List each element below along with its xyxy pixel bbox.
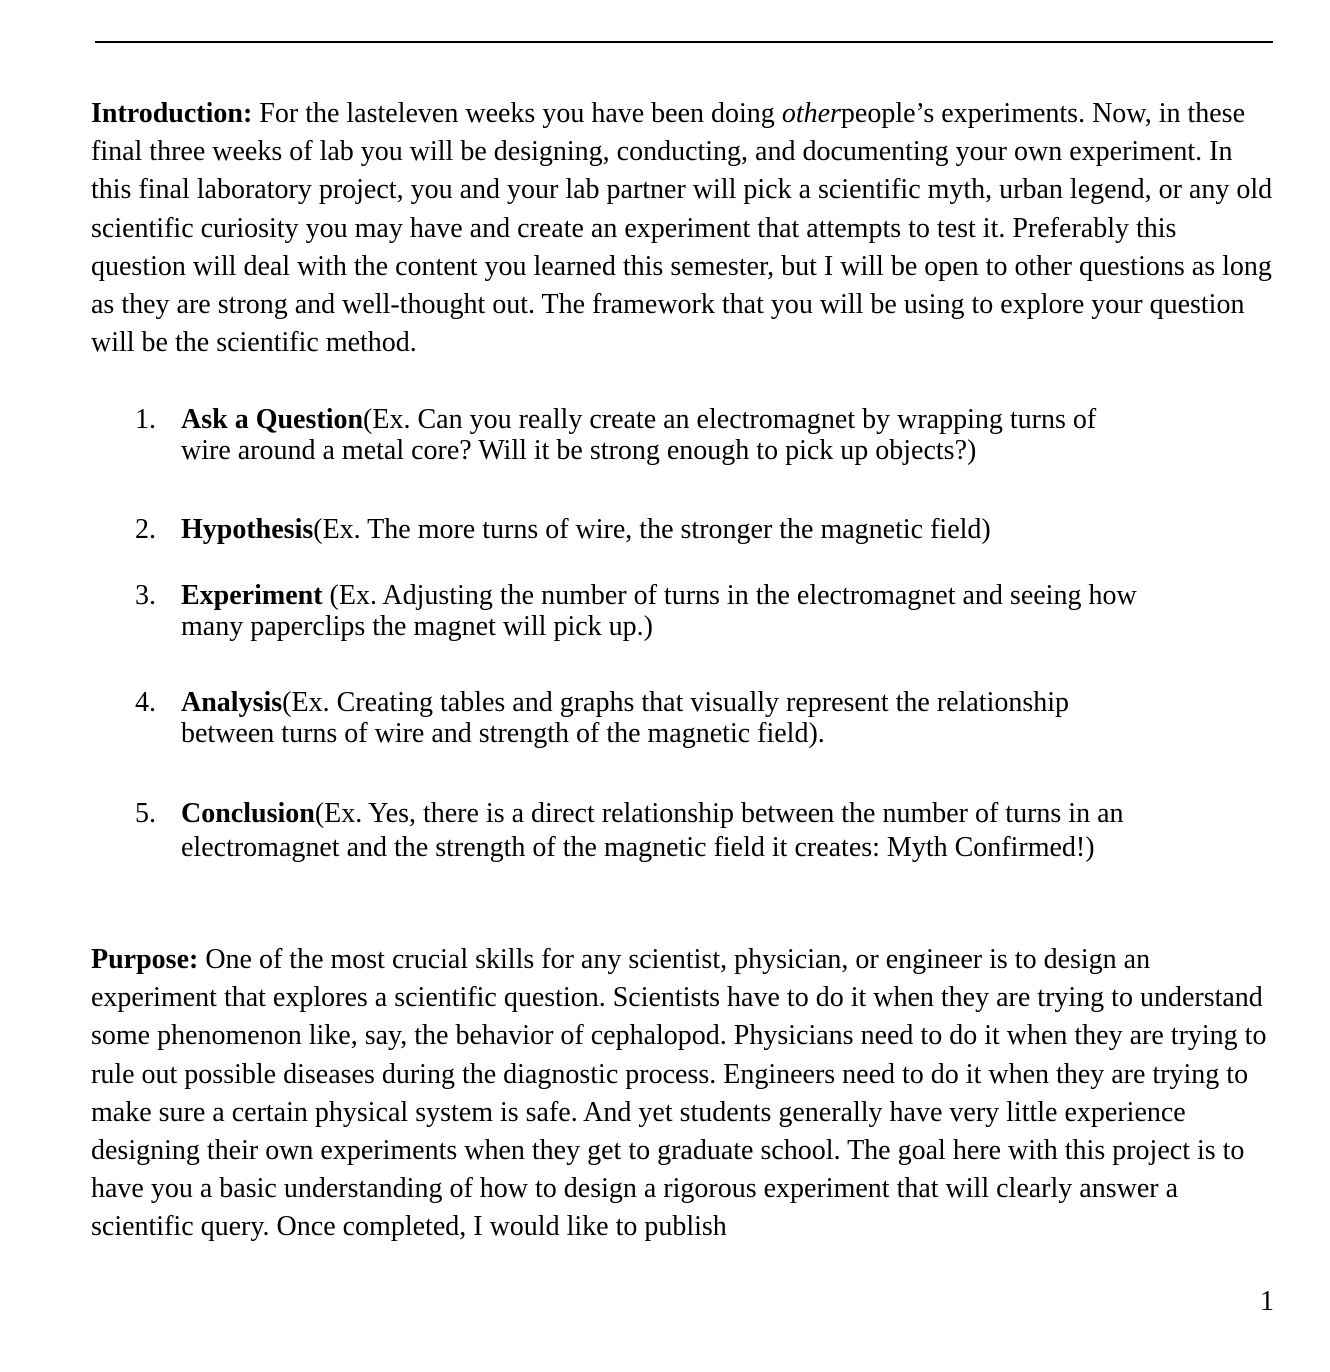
list-item-text: (Ex. Adjusting the number of turns in the electromagnet and seeing how many paperclips the magnet will pick up.): [181, 580, 1137, 642]
list-item-number: 3.: [135, 580, 156, 611]
page-number: 1: [1260, 1286, 1274, 1317]
list-item-body: [181, 580, 1151, 642]
list-item-text: (Ex. The more turns of wire, the stronger the magnetic field): [313, 514, 991, 545]
introduction-paragraph: [91, 95, 1276, 362]
purpose-paragraph: [91, 941, 1276, 1247]
purpose-text: One of the most crucial skills for any scientist, physician, or engineer is to design an experiment that explores a scientific question. Scientists have to do it when they are trying to understand some phenomenon like, say, the behavior of cephalopod. Physicians need to do it when they are trying to rule out possible diseases during the diagnostic process. Engineers need to do it when they are trying to make sure a certain physical system is safe. And yet students generally have very little experience designing their own experiments when they get to graduate school. The goal here with this project is to have you a basic understanding of how to design a rigorous experiment that will clearly answer a scientific query. Once completed, I would like to publish: [91, 944, 1267, 1243]
list-item-number: 1.: [135, 404, 156, 435]
header-rule: [95, 41, 1273, 43]
list-item-number: 5.: [135, 798, 156, 829]
list-item-body: [181, 687, 1151, 749]
list-item-body: [181, 404, 1151, 466]
list-item-body: [181, 514, 1151, 545]
list-item-title: Analysis: [181, 687, 283, 718]
purpose-label: Purpose:: [91, 944, 199, 975]
list-item-title: Ask a Question: [181, 404, 364, 435]
list-item-text: (Ex. Creating tables and graphs that visually represent the relationship between turns of wire and strength of the magnetic field).: [181, 687, 1070, 749]
list-item-number: 4.: [135, 687, 156, 718]
list-item-title: Conclusion: [181, 798, 315, 829]
introduction-emphasis: other: [781, 98, 841, 129]
introduction-text-1: For the lasteleven weeks you have been doing: [252, 98, 782, 129]
introduction-label: Introduction:: [91, 98, 253, 129]
list-item-title: Hypothesis: [181, 514, 314, 545]
list-item-title: Experiment: [181, 580, 323, 611]
list-item-number: 2.: [135, 514, 156, 545]
list-item-body: [181, 797, 1151, 865]
list-item-text: (Ex. Yes, there is a direct relationship between the number of turns in an electromagnet and the strength of the magnetic field it creates: Myth Confirmed!): [181, 798, 1124, 863]
list-item-text: (Ex. Can you really create an electromagnet by wrapping turns of wire around a metal core? Will it be strong enough to pick up objects?): [181, 404, 1097, 466]
introduction-text-2: people’s experiments. Now, in these final three weeks of lab you will be designing, conducting, and documenting your own experiment. In this final laboratory project, you and your lab partner will pick a scientific myth, urban legend, or any old scientific curiosity you may have and create an experiment that attempts to test it. Preferably this question will deal with the content you learned this semester, but I will be open to other questions as long as they are strong and well-thought out. The framework that you will be using to explore your question will be the scientific method.: [91, 98, 1273, 359]
